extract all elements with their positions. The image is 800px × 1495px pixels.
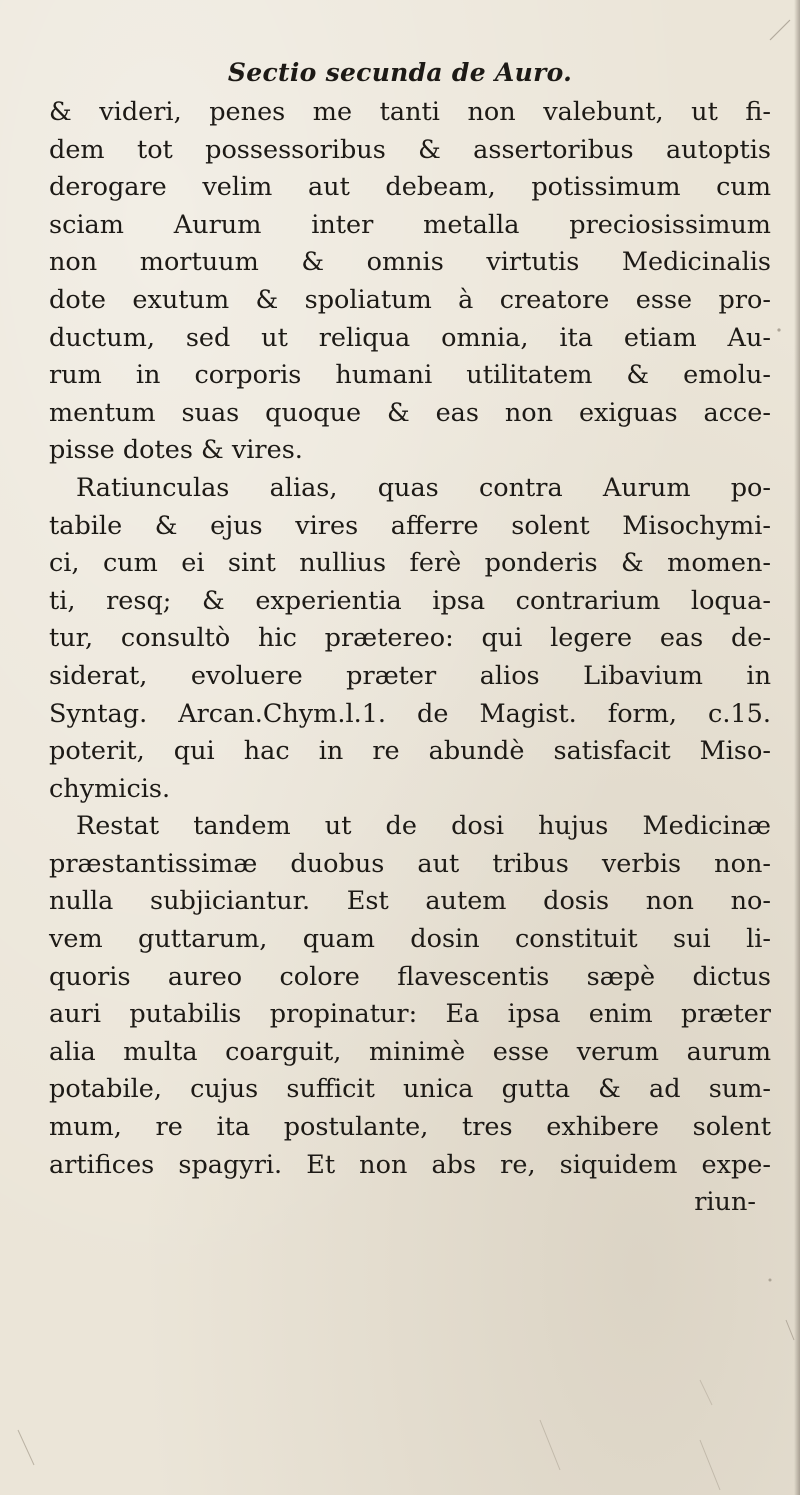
text-line: artifices spagyri. Et non abs re, siquidem expe- xyxy=(49,1149,771,1180)
text-line: poterit, qui hac in re abundè satisfacit Miso- xyxy=(49,736,771,767)
text-line: non mortuum & omnis virtutis Medicinalis xyxy=(49,247,771,278)
running-header: Sectio secunda de Auro. xyxy=(227,58,573,87)
text-line: dote exutum & spoliatum à creatore esse pro- xyxy=(49,284,771,315)
text-line: sciam Aurum inter metalla preciosissimum xyxy=(49,209,771,240)
text-line: tabile & ejus vires afferre solent Misochymi- xyxy=(49,510,771,541)
text-line: rum in corporis humani utilitatem & emolu- xyxy=(49,360,771,391)
body-text xyxy=(49,94,771,1222)
catchword: riun- xyxy=(694,1187,756,1218)
text-line: ductum, sed ut reliqua omnia, ita etiam Au- xyxy=(49,322,771,353)
text-line: mentum suas quoque & eas non exiguas acce- xyxy=(49,397,771,428)
text-line: ti, resq; & experientia ipsa contrarium loqua- xyxy=(49,585,771,616)
text-line: nulla subjiciantur. Est autem dosis non no- xyxy=(49,886,771,917)
text-line: auri putabilis propinatur: Ea ipsa enim præter xyxy=(49,999,771,1030)
text-line: siderat, evoluere præter alios Libavium in xyxy=(49,660,771,691)
text-line: pisse dotes & vires. xyxy=(49,435,303,466)
text-line: Restat tandem ut de dosi hujus Medicinæ xyxy=(76,811,771,842)
text-line: quoris aureo colore flavescentis sæpè dictus xyxy=(49,961,771,992)
text-line: præstantissimæ duobus aut tribus verbis non- xyxy=(49,848,771,879)
text-line: ci, cum ei sint nullius ferè ponderis & momen- xyxy=(49,548,771,579)
text-line: dem tot possessoribus & assertoribus autoptis xyxy=(49,134,771,165)
text-line: Ratiunculas alias, quas contra Aurum po- xyxy=(76,472,771,503)
text-line: derogare velim aut debeam, potissimum cum xyxy=(49,172,771,203)
text-line: potabile, cujus sufficit unica gutta & ad sum- xyxy=(49,1074,771,1105)
text-line: vem guttarum, quam dosin constituit sui li- xyxy=(49,924,771,955)
text-line: mum, re ita postulante, tres exhibere solent xyxy=(49,1112,771,1143)
text-line: Syntag. Arcan.Chym.l.1. de Magist. form, c.15. xyxy=(49,698,771,729)
text-line: & videri, penes me tanti non valebunt, ut fi- xyxy=(49,97,771,127)
text-line: chymicis. xyxy=(49,773,171,804)
text-line: alia multa coarguit, minimè esse verum aurum xyxy=(49,1036,771,1067)
text-line: tur, consultò hic prætereo: qui legere eas de- xyxy=(49,623,771,654)
